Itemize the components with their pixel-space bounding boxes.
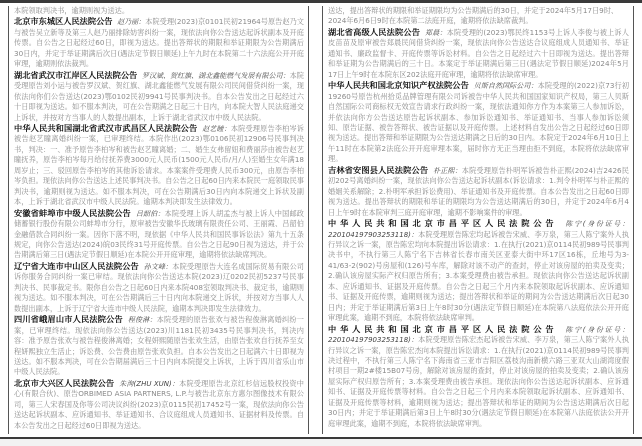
court-notice [328, 27, 629, 80]
notice-title: 中华人民共和国北京市昌平区人民法院公告 [328, 323, 558, 334]
court-notice [328, 324, 629, 430]
notice-party: 贝斯自然国际公司： [473, 82, 538, 91]
continued-text: 本院领取判决书，逾期则视为送达。 [14, 6, 130, 15]
notice-party: 程俊淋： [127, 316, 157, 325]
notice-party: 赵乃丽： [117, 18, 146, 27]
notice-party: 朱洵(ZHU XUN)： [119, 379, 180, 388]
court-notice [328, 80, 629, 165]
notice-body: 本院受理的(2023)鄂民终1153号上诉人李俊与被上诉人皮苗苗及原审被告郑晨民间借贷纠纷一案，现依法向你公告送达合议庭组成人员通知书、举证通知书、廉政监督卡、开庭传票等诉讼材料。自公告之日起经过六十日即视为送达。提出答辩和举证期为公告期满后的三十日。本案定于举证期满后第三日(遇法定节假日顺延)2024年5月17日上午9时在本院东区202法庭开庭审理，逾期将依法缺席审理。 [328, 27, 629, 79]
notice-title: 安徽省蚌埠市中级人民法院公告 [14, 207, 131, 218]
notice-body: 本院受理原告北京红杉信远股权投资中心(有限合伙)、原告ORBIMED ASIA PARTNERS, L.P.与被告北京东方惠尔图像技术有限公司，第三人宋春国及你等公司决议纠纷(2023)京0115民初17452号一案，现依法向你公告送达起诉状副本、应诉通知书、举证通知书、合议庭组成人员通知书、证据材料及传票。自本公告发出之日起经过60日即视为送达。 [14, 378, 304, 430]
notice-title: 湖北省武汉市江岸区人民法院公告 [14, 69, 138, 80]
notice-party: 陈宁(身份证号：220104197903253118)： [328, 325, 629, 345]
notice-title: 北京市大兴区人民法院公告 [14, 377, 115, 388]
notice-title: 四川省峨眉山市人民法院公告 [14, 314, 123, 325]
notice-title: 中华人民共和国北京知识产权法院公告 [328, 80, 469, 91]
notice-party: 赵艺瞳： [202, 124, 231, 133]
notice-party: 孙文峰： [143, 262, 173, 271]
notice-body: 本院受理上诉人胡孟杰与被上诉人中国邮政储蓄银行股份有限公司蚌埠市分行，原审被告安徽华氏玻璃有限责任公司、王丽霞、吕韶伯金融借款合同纠纷一案。因你下落不明，现依据《中华人民共和国民事诉讼法》第九十五条规定，向你公告送达(2024)皖03民终31号开庭传票。自公告之日起90日视为送达，并于公告期满后第三日(遇法定节假日顺延)在本院公开开庭审理，逾期将依法缺席判决。 [14, 208, 304, 260]
notice-party: 罗汉斌、贺红旗、湖北鑫能燃气发展有限公司： [141, 71, 290, 80]
court-notice [14, 314, 304, 378]
notice-party: 朴正熙： [433, 166, 462, 175]
court-notice [328, 218, 629, 324]
continued-text: 送达，提出答辩状的期限和举证期限均为公告期满后的30日，并定于2024年5月17日9时、2024年6月6日9时在本院第二法庭开庭，逾期将依法缺席裁判。 [328, 6, 619, 26]
court-notice [14, 123, 304, 208]
notice-body: 本院受理的原告张欢与被告程俊淋离婚纠纷一案，已审理终结。现依法向你公告送达(2023)川1181民初3435号民事判决书，判决内容：准予原告张欢与被告程俊淋离婚；女程妍熙随原告张欢生活，由原告张欢自行抚养至女程妍熙独立生活止；诉讼费、公告费由原告张欢负担。自本公告发出之日起满六十日即视为送达。如不服本判决，可在公告期届满后三十日内向本院提交上诉状，上诉于四川省乐山市中级人民法院。 [14, 315, 304, 377]
notice-body: 本院受理原告陈宏均起诉被告宋威、李万泉，第三人陈宁案外人执行异议之诉一案，原告陈宏均向本院提出诉讼请求：1.在执行(2021)京0114民初989号民事判决书中，不执行第三人陈宁名下吉林省长春市南关区亚泰大街中环17区16栋，丘地号为3-41/63-2(902)号房屋和(126)号车库，解除对该不动产的查封，停止对该房屋的拍卖及变卖；2.确认该房屋实际产权归原告所有；3.本案受理费由被告承担。现依法向你公告送达起诉状副本、应诉通知书、证据及开庭传票。自公告之日起三个月内来本院领取起诉状副本、应诉通知书、证据及开庭传票，逾期则视为送达；提出答辩状和举证的期间为公告送达期满后次日起30日内；并定于举证期满后第3日上午8时30分(遇法定节假日顺延)在本院第八法庭依法公开开庭审理此案，逾期不到庭，本院将依法缺席审判。 [328, 229, 629, 323]
notice-title: 北京市东城区人民法院公告 [14, 16, 113, 27]
notice-body: 本院受理原告大连名成国际贸易有限公司诉你服务合同纠纷一案已审结。现依法向你公告送达本院(2023)辽0202民初5237号民事判决书、民事裁定书。限你自公告之日起60日内来本院408室领取判决书、裁定书，逾期则视为送达。如不服本判决，可在公告期满后三十日内向本院递交上诉状，并按对方当事人人数提出副本，上诉于辽宁省大连市中级人民法院，逾期本判决即发生法律效力。 [14, 261, 304, 313]
notice-title: 中华人民共和国北京市昌平区人民法院公告 [328, 218, 558, 229]
notice-title: 辽宁省大连市中山区人民法院公告 [14, 260, 139, 271]
notice-body: 本院受理原告刘小运与被告罗汉斌、贺红旗、湖北鑫能燃气发展有限公司民间借贷纠纷一案，现依法向你们公告送达(2023)鄂0102民初9941号民事判决书。自本公告发出之日起经过六十日即视为送达。如不服本判决，可在公告期满之日起三十日内，向本院大智人民法庭递交上诉状，并按对方当事人的人数提出副本，上诉于湖北省武汉市中级人民法院。 [14, 70, 304, 122]
notice-body: 本院受理原告李柏岑诉被告赵艺瞳离婚纠纷一案，已审理终结。本院作出(2023)鄂0106民初12906号民事判决书，判决：一、准予原告李柏岑和被告赵艺瞳离婚；二、婚生女弗留妞和费丽莎由被告赵艺瞳抚养，原告李柏岑每月给付抚养费3000元人民币(1500元人民币/月/人)至婚生女年满18周岁止；三、驳回原告李柏岑的其他诉讼请求。本案案件受理费人民币300元，由原告李柏岑负担。现依法向你公告送达上述民事判决书。自公告之日起60日内来本院民一庭领取民事判决书，逾期则视为送达。如不服本判决，可在公告期满后30日内向本院递交上诉状及副本，上诉于湖北省武汉市中级人民法院。逾期本判决即发生法律效力。 [14, 123, 304, 207]
notice-party: 吕韶伯： [135, 209, 165, 218]
notice-title: 中华人民共和国湖北省武汉市武昌区人民法院公告 [14, 122, 198, 133]
notice-body: 本院受理(2023)京0101民初21964号原告赵乃文与被告吴立新等及第三人赵乃丽排除妨害纠纷一案，现依法向你公告送达起诉状副本及开庭传票。自公告之日起经过60日，即视为送达。提出答辩状的期限和举证期限为公告期满后30日内，并定于举证期满后次日(遇法定节假日顺延)上午九时在本院第二十六法庭公开开庭审理，逾期则依法裁判。 [14, 17, 304, 69]
right-column [322, 6, 634, 434]
notice-body: 本院受理原告朴明军诉被告朴正熙(2024)吉2426民初202号离婚纠纷一案，现依法向你公告送达起诉状副本(诉讼请求：1.判令朴明军与朴正熙的婚姻关系解除；2.朴明军承担诉讼费用)、举证通知书及开庭传票。自本公告发出之日起60日即视为送达。提出答辩状的期限和举证的期限均为公告送达期满后的30日，并定于2024年6月4日上午9时在本院审判三庭开庭审理，逾期不影响案件的审理。 [328, 165, 629, 217]
page-margin [0, 439, 642, 446]
court-notice [14, 378, 304, 431]
notice-party: 郑晨： [425, 28, 447, 37]
left-column [8, 6, 309, 434]
notice-title: 湖北省高级人民法院公告 [328, 26, 421, 37]
court-notice [14, 261, 304, 314]
court-notice [14, 16, 304, 69]
court-notice [328, 165, 629, 218]
notice-title: 吉林省安图县人民法院公告 [328, 164, 429, 175]
notice-body: 本院受理原告陈宏杰起诉被告宋威、李万泉，第三人陈宁案外人执行异议之诉一案，原告陈宏杰向本院提出诉讼请求：1.在执行(2021)京0114民初989号民事判决过程中，不执行第三人陈宁名下海南省三亚市吉阳区荔枝沟南新横六路三亚双大山湖湾度假村项目一期2#楼15B07号房，解除对该房屋的查封，停止对该房屋的拍卖及变卖；2.确认该房屋实际产权归原告所有；3.本案受理费由被告承担。现依法向你公告送达起诉状副本、应诉通知书、证据及开庭传票等材料。自公告之日起三个月内来本院领取起诉状副本、应诉通知书、证据及开庭传票等材料，逾期则视为送达；提出答辩状和举证的期间为公告送达期满后次日起30日内；并定于举证期满后第3日上午8时30分(遇法定节假日顺延)在本院第八法庭依法公开开庭审理此案，逾期不到庭，本院将依法缺席审判。 [328, 335, 629, 428]
court-notice [14, 208, 304, 261]
court-notice [14, 70, 304, 123]
top-rule [0, 0, 642, 3]
notice-party: 陈宁(身份证号：220104197903253118)： [328, 220, 629, 239]
notice-body: 本院受理的(2022)京73行初19260号原告杭州拾觅品牌管理有限公司诉被告中华人民共和国国家知识产权局，第三人贝斯自然国际公司商标权无效宣告请求行政纠纷一案，现依法通知你方作为本案第三人参加诉讼，并依法向你方公告送达原告起诉状副本、参加诉讼通知书、举证通知书、当事人参加诉讼须知、原告证据、被告答辩状、被告证据以及开庭传票。上述材料自发出公告之日起经过60日即视为送达。提出答辩和举证期限为公告送达期满之日后的30日内。本院定于2024年6月10日上午11时在本院第2法庭公开开庭审理本案，届时你方无正当理由拒不到庭，本院将依法缺席审理。 [328, 81, 630, 164]
